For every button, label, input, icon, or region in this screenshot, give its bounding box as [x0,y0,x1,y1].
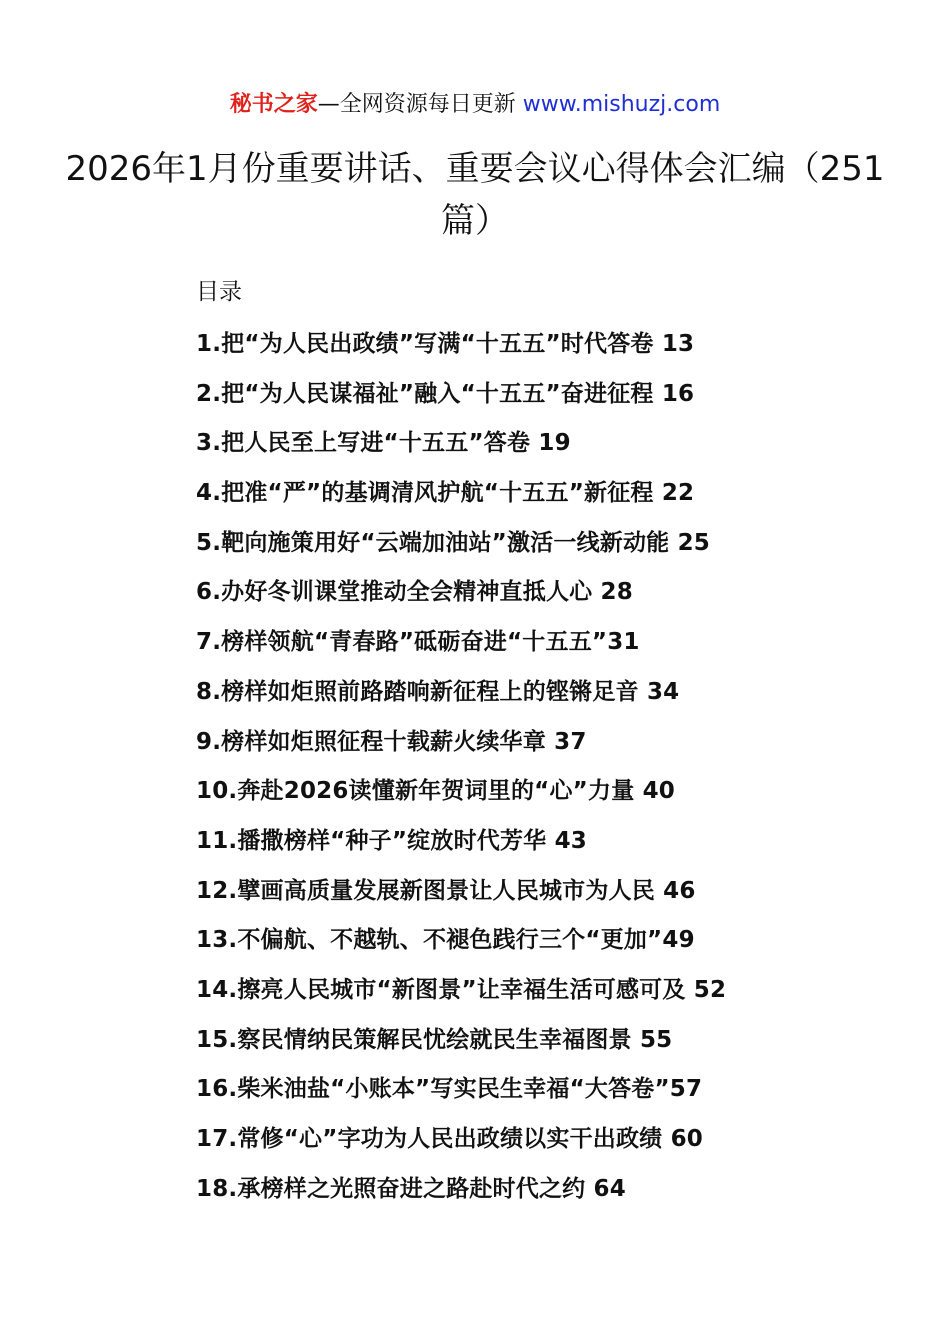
toc-item[interactable]: 17.常修“心”字功为人民出政绩以实干出政绩 60 [196,1126,703,1152]
toc-item[interactable]: 16.柴米油盐“小账本”写实民生幸福“大答卷”57 [196,1076,703,1103]
site-header [0,88,950,122]
toc-item[interactable]: 8.榜样如炬照前路踏响新征程上的铿锵足音 34 [196,678,680,705]
document-title: 2026年1月份重要讲话、重要会议心得体会汇编（251篇） [65,149,885,241]
toc-heading: 目录 [196,279,242,305]
toc-item[interactable]: 6.办好冬训课堂推动全会精神直抵人心 28 [196,579,633,606]
toc-item[interactable]: 15.察民情纳民策解民忧绘就民生幸福图景 55 [196,1026,673,1053]
toc-item[interactable]: 13.不偏航、不越轨、不褪色践行三个“更加”49 [196,927,695,954]
toc-item[interactable]: 2.把“为人民谋福祉”融入“十五五”奋进征程 16 [196,380,695,407]
header-slogan: —全网资源每日更新 [317,92,523,117]
toc-item[interactable]: 11.播撒榜样“种子”绽放时代芳华 43 [196,827,587,854]
toc-item[interactable]: 1.把“为人民出政绩”写满“十五五”时代答卷 13 [196,331,695,357]
toc-list [196,320,896,1214]
toc-item[interactable]: 7.榜样领航“青春路”砥砺奋进“十五五”31 [196,629,640,656]
brand-name: 秘书之家 [229,92,318,117]
toc-item[interactable]: 14.擦亮人民城市“新图景”让幸福生活可感可及 52 [196,976,727,1003]
toc-item[interactable]: 3.把人民至上写进“十五五”答卷 19 [196,430,571,457]
toc-item[interactable]: 5.靶向施策用好“云端加油站”激活一线新动能 25 [196,529,710,556]
toc-item[interactable]: 9.榜样如炬照征程十载薪火续华章 37 [196,728,587,755]
site-url-link[interactable]: www.mishuzj.com [522,92,721,117]
toc-item[interactable]: 4.把准“严”的基调清风护航“十五五”新征程 22 [196,480,695,507]
toc-item[interactable]: 12.擘画高质量发展新图景让人民城市为人民 46 [196,877,696,904]
toc-item[interactable]: 18.承榜样之光照奋进之路赴时代之约 64 [196,1175,626,1202]
toc-item[interactable]: 10.奔赴2026读懂新年贺词里的“心”力量 40 [196,778,676,805]
